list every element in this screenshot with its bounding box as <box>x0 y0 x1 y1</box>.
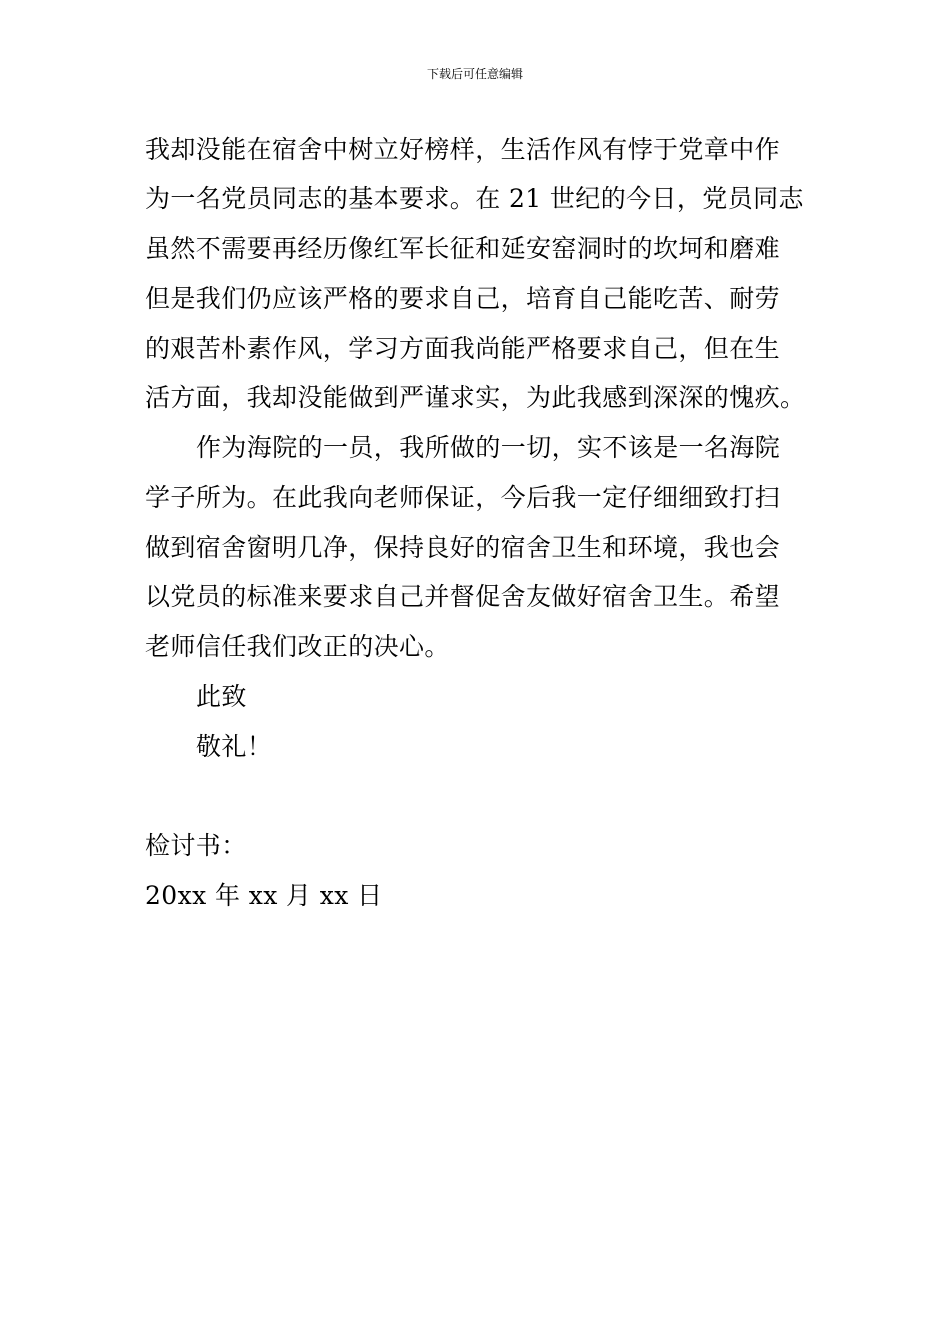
text-line: 做到宿舍窗明几净，保持良好的宿舍卫生和环境，我也会 <box>145 533 781 562</box>
text-line: 为一名党员同志的基本要求。在 21 世纪的今日，党员同志 <box>145 184 804 213</box>
signature-date: 20xx 年 xx 月 xx 日 <box>145 881 383 910</box>
text-line: 以党员的标准来要求自己并督促舍友做好宿舍卫生。希望 <box>145 582 781 611</box>
text-line: 老师信任我们改正的决心。 <box>145 632 450 661</box>
text-line: 我却没能在宿舍中树立好榜样，生活作风有悖于党章中作 <box>145 135 781 164</box>
closing-line-1: 此致 <box>196 682 247 711</box>
closing-line-2: 敬礼！ <box>196 732 273 761</box>
text-line: 活方面，我却没能做到严谨求实，为此我感到深深的愧疚。 <box>145 383 806 412</box>
text-line: 作为海院的一员，我所做的一切，实不该是一名海院 <box>196 433 781 462</box>
page-header: 下载后可任意编辑 <box>426 67 523 81</box>
text-line: 虽然不需要再经历像红军长征和延安窑洞时的坎坷和磨难 <box>145 234 781 263</box>
text-line: 学子所为。在此我向老师保证，今后我一定仔细细致打扫 <box>145 483 781 512</box>
text-line: 的艰苦朴素作风，学习方面我尚能严格要求自己，但在生 <box>145 334 781 363</box>
text-line: 但是我们仍应该严格的要求自己，培育自己能吃苦、耐劳 <box>145 284 781 313</box>
signature-label: 检讨书： <box>145 831 247 860</box>
